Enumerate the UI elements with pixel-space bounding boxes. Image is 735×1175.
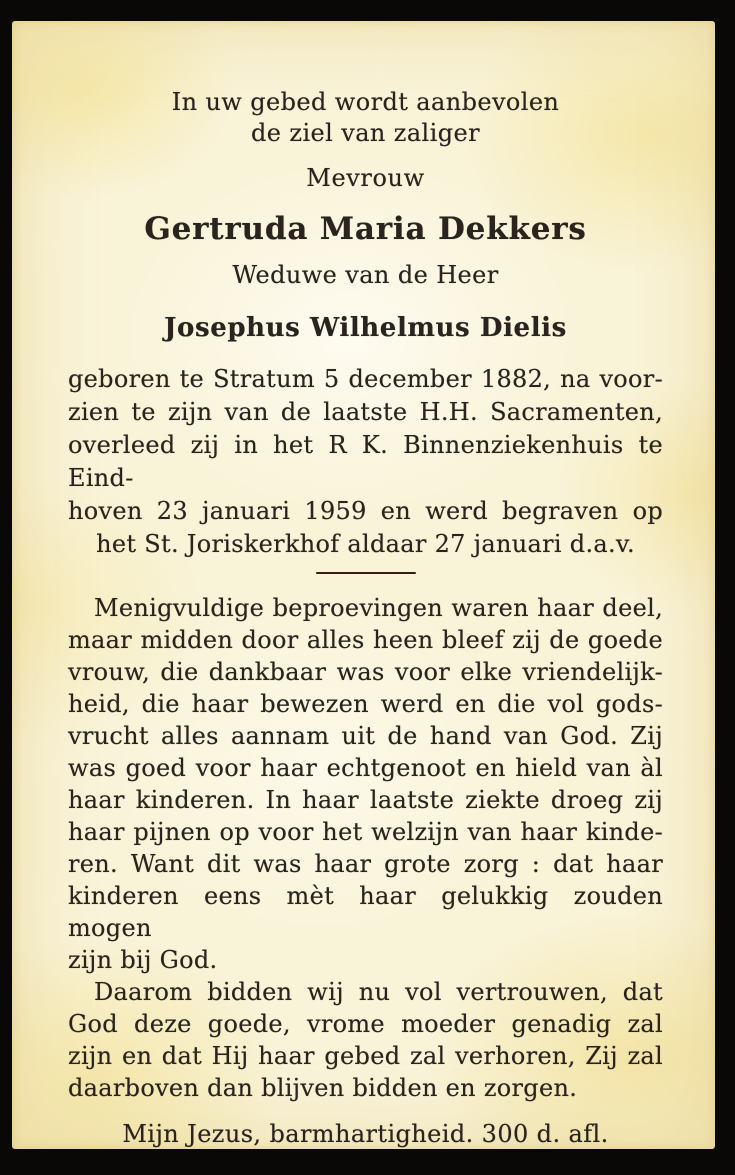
spouse-name: Josephus Wilhelmus Dielis (164, 313, 567, 343)
memorial-line: heid, die haar bewezen werd en die vol gods- (68, 690, 663, 718)
memorial-paragraph (68, 592, 663, 976)
prayer-line: zijn en dat Hij haar gebed zal verhoren, Zij zal (68, 1042, 663, 1070)
biography-line: geboren te Stratum 5 december 1882, na voor- (68, 365, 663, 393)
biography-line: zien te zijn van de laatste H.H. Sacramenten, (68, 398, 663, 426)
prayer-line: God deze goede, vrome moeder genadig zal (68, 1010, 663, 1038)
memorial-line: was goed voor haar echtgenoot en hield van àl (68, 754, 663, 782)
deceased-name: Gertruda Maria Dekkers (144, 211, 587, 247)
memorial-line: ren. Want dit was haar grote zorg : dat haar (68, 850, 663, 878)
honorific-label: Mevrouw (306, 164, 425, 192)
intro-line-2: de ziel van zaliger (251, 119, 480, 147)
memorial-line: maar midden door alles heen bleef zij de goede (68, 626, 663, 654)
biography-line: het St. Joriskerkhof aldaar 27 januari d.a.v. (96, 530, 635, 558)
memorial-line: vrouw, die dankbaar was voor elke vriendelijk- (68, 658, 663, 686)
memorial-line: zijn bij God. (68, 946, 218, 974)
memorial-line: kinderen eens mèt haar gelukkig zouden mogen (68, 882, 663, 942)
biography-line: overleed zij in het R K. Binnenziekenhuis te Eind- (68, 431, 663, 492)
biography-paragraph (68, 363, 663, 561)
closing-invocation: Mijn Jezus, barmhartigheid. 300 d. afl. (122, 1120, 609, 1148)
memorial-card (12, 21, 715, 1149)
prayer-paragraph (68, 976, 663, 1104)
intro-line-1: In uw gebed wordt aanbevolen (171, 88, 560, 116)
memorial-line: Menigvuldige beproevingen waren haar deel, (94, 594, 663, 622)
memorial-line: haar kinderen. In haar laatste ziekte droeg zij (68, 786, 663, 814)
divider-rule (316, 572, 416, 574)
intro-text (68, 87, 663, 149)
memorial-line: haar pijnen op voor het welzijn van haar kinde- (68, 818, 663, 846)
memorial-line: vrucht alles aannam uit de hand van God. Zij (68, 722, 663, 750)
relation-line: Weduwe van de Heer (232, 261, 499, 289)
biography-line: hoven 23 januari 1959 en werd begraven op (68, 497, 663, 525)
prayer-line: Daarom bidden wij nu vol vertrouwen, dat (94, 978, 663, 1006)
prayer-line: daarboven dan blijven bidden en zorgen. (68, 1074, 578, 1102)
